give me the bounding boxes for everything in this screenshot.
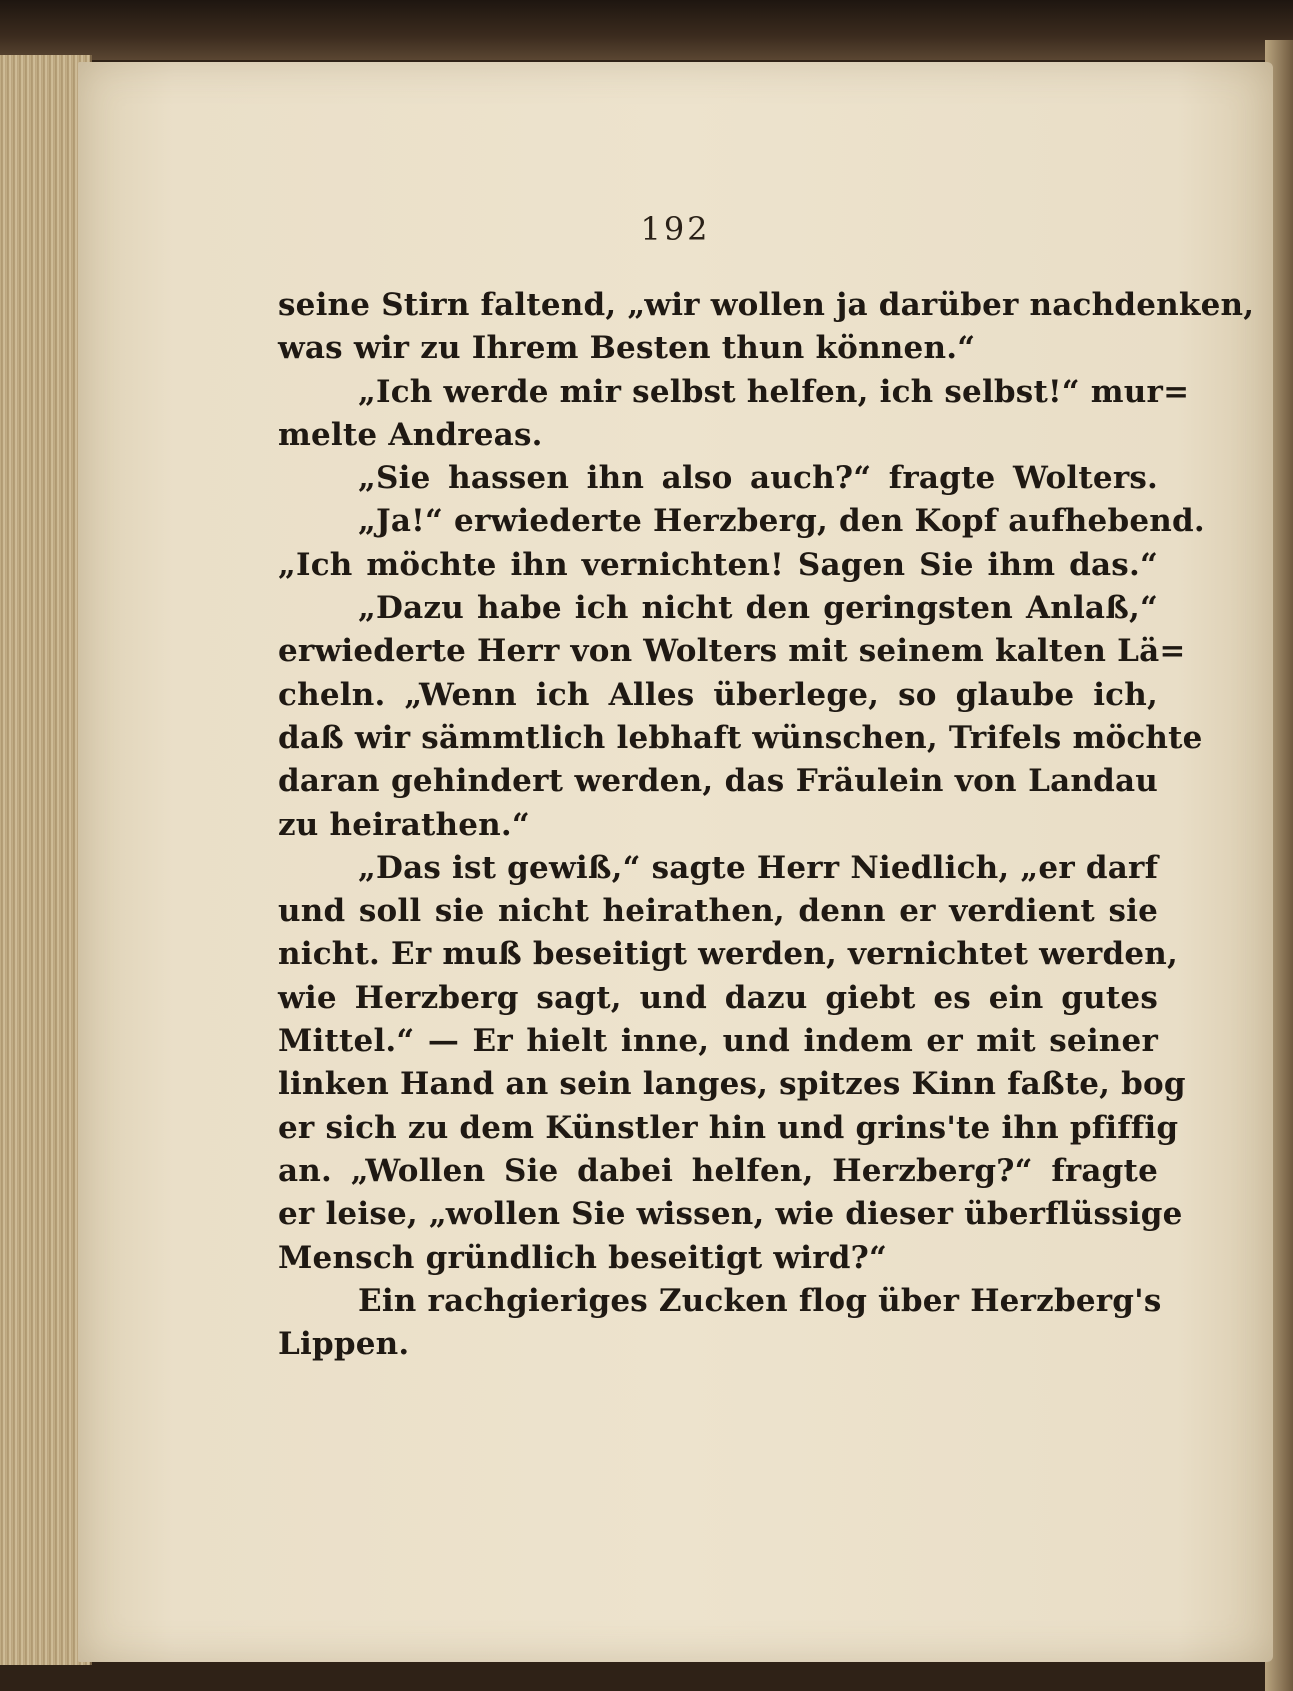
text-line: „Das ist gewiß,“ sagte Herr Niedlich, „er darf	[358, 849, 1159, 886]
text-line: Mensch gründlich beseitigt wird?“	[278, 1239, 888, 1276]
page-number: 192	[640, 210, 711, 248]
text-line: an. „Wollen Sie dabei helfen, Herzberg?“ fragte	[278, 1152, 1158, 1189]
text-line: erwiederte Herr von Wolters mit seinem kalten Lä=	[278, 633, 1186, 670]
text-line: was wir zu Ihrem Besten thun können.“	[278, 330, 976, 367]
text-line: Ein rachgieriges Zucken flog über Herzberg's	[358, 1282, 1162, 1319]
text-line: und soll sie nicht heirathen, denn er verdient sie	[278, 893, 1158, 930]
book-cover-top	[0, 0, 1293, 60]
text-line: melte Andreas.	[278, 416, 543, 453]
text-line: „Dazu habe ich nicht den geringsten Anlaß,“	[358, 590, 1158, 627]
text-line: er sich zu dem Künstler hin und grins'te ihn pfiffig	[278, 1109, 1179, 1146]
text-line: „Ich werde mir selbst helfen, ich selbst!“ mur=	[358, 373, 1190, 410]
text-line: wie Herzberg sagt, und dazu giebt es ein gutes	[278, 979, 1158, 1016]
text-line: cheln. „Wenn ich Alles überlege, so glaube ich,	[278, 676, 1158, 713]
text-line: Lippen.	[278, 1326, 410, 1363]
text-line: „Sie hassen ihn also auch?“ fragte Wolters.	[358, 460, 1158, 497]
body-text	[278, 284, 1255, 1366]
text-line: linken Hand an sein langes, spitzes Kinn faßte, bog	[278, 1066, 1186, 1103]
text-line: Mittel.“ — Er hielt inne, und indem er mit seiner	[278, 1023, 1158, 1060]
book-page	[78, 62, 1273, 1662]
text-line: seine Stirn faltend, „wir wollen ja darüber nachdenken,	[278, 287, 1255, 323]
text-line: „Ich möchte ihn vernichten! Sagen Sie ihm das.“	[278, 546, 1158, 583]
text-line: daran gehindert werden, das Fräulein von Landau	[278, 763, 1158, 800]
text-line: zu heirathen.“	[278, 806, 530, 843]
text-line: nicht. Er muß beseitigt werden, vernichtet werden,	[278, 936, 1178, 973]
text-line: daß wir sämmtlich lebhaft wünschen, Trifels möchte	[278, 719, 1203, 756]
text-line: „Ja!“ erwiederte Herzberg, den Kopf aufhebend.	[358, 503, 1205, 540]
text-line: er leise, „wollen Sie wissen, wie dieser überflüssige	[278, 1196, 1183, 1233]
